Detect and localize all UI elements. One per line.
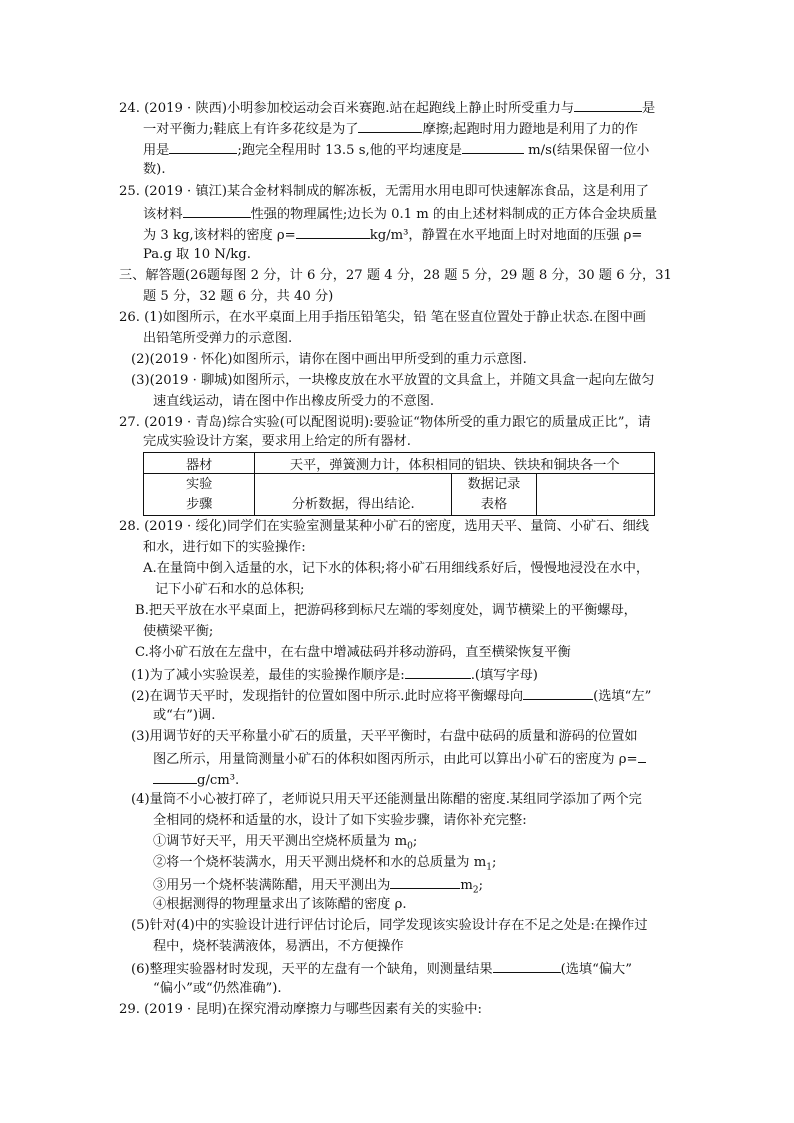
q24-line-1: 24. (2019 · 陕西)小明参加校运动会百米赛跑.站在起跑线上静止时所受重力与 是 (119, 97, 655, 119)
q28-option-a-2: 记下小矿石和水的总体积; (155, 582, 305, 597)
q28-blank-step-3[interactable] (390, 874, 460, 889)
q28-line-1: 28. (2019 · 绥化)同学们在实验室测量某种小矿石的密度，选用天平、量筒、小矿石、细线 (119, 519, 649, 534)
q26-line-4: (3)(2019 · 聊城)如图所示，一块橡皮放在水平放置的文具盒上，并随文具盒一起向左做匀 (131, 373, 655, 388)
table-steps-value[interactable]: 分析数据，得出结论. (255, 474, 452, 516)
q28-part-3-line-3: g/cm³. (153, 769, 239, 791)
q24-line-3: 用是 ;跑完全程用时 13.5 s,他的平均速度是 m/s(结果保留一位小 (143, 139, 649, 161)
q28-option-b-1: B.把天平放在水平桌面上，把游码移到标尺左端的零刻度处，调节横梁上的平衡螺母， (135, 603, 637, 618)
q28-blank-density[interactable] (153, 769, 197, 784)
q28-part-3-line-1: (3)用调节好的天平称量小矿石的质量，天平平衡时，右盘中砝码的质量和游码的位置如 (131, 729, 638, 744)
q28-step-2: ②将一个烧杯装满水，用天平测出烧杯和水的总质量为 $m_1$; (153, 855, 497, 873)
table-equip-value: 天平，弹簧测力计，体积相同的铝块、铁块和铜块各一个 (255, 453, 655, 474)
q26-line-1: 26. (1)如图所示，在水平桌面上用手指压铅笔尖，铅 笔在竖直位置处于静止状态.在图中画 (119, 310, 646, 325)
q25-line-3: 为 3 kg,该材料的密度 ρ= kg/m³，静置在水平地面上时对地面的压强 ρ= (143, 224, 642, 246)
q26-line-2: 出铅笔所受弹力的示意图. (143, 331, 293, 346)
q28-option-b-2: 使横梁平衡; (143, 624, 214, 639)
q28-option-a-1: A.在量筒中倒入适量的水，记下水的体积;将小矿石用细线系好后，慢慢地浸没在水中， (143, 561, 650, 576)
section-3-header-1: 三、解答题(26题每图 2 分，计 6 分，27 题 4 分，28 题 5 分，29 题 8 分，30 题 6 分，31 (119, 268, 672, 283)
q28-line-2: 和水，进行如下的实验操作: (143, 540, 306, 555)
section-3-header-2: 题 5 分，32 题 6 分，共 40 分) (143, 289, 334, 304)
experiment-table (143, 452, 655, 516)
q25-line-2: 该材料 性强的物理属性;边长为 0.1 m 的由上述材料制成的正方体合金块质量 (143, 203, 657, 225)
q24-line-4: 数). (143, 162, 166, 177)
q28-step-3: ③用另一个烧杯装满陈醋，用天平测出为 $m_2$; (153, 874, 483, 896)
q24-line-2: 一对平衡力;鞋底上有许多花纹是为了 摩擦;起跑时用力蹬地是利用了力的作 (143, 118, 638, 140)
q28-part-5-line-1: (5)针对(4)中的实验设计进行评估讨论后，同学发现该实验设计存在不足之处是:在操作过 (131, 918, 648, 933)
q25-line-1: 25. (2019 · 镇江)某合金材料制成的解冻板，无需用水用电即可快速解冻食品，这是利用了 (119, 184, 649, 199)
q28-step-1: ①调节好天平，用天平测出空烧杯质量为 $m_0$; (153, 834, 418, 852)
table-steps-label: 实验 步骤 (144, 474, 255, 516)
q24-blank-4[interactable] (462, 139, 524, 154)
q24-blank-2[interactable] (358, 118, 422, 133)
q29-line-1: 29. (2019 · 昆明)在探究滑动摩擦力与哪些因素有关的实验中: (119, 1002, 482, 1017)
q28-part-4-line-2: 全相同的烧杯和适量的水，设计了如下实验步骤，请你补充完整: (153, 813, 527, 828)
table-record-value[interactable] (536, 474, 654, 516)
q25-line-4: Pa.g 取 10 N/kg. (143, 247, 251, 262)
table-equip-label: 器材 (144, 453, 255, 474)
q28-step-4: ④根据测得的物理量求出了该陈醋的密度 ρ. (153, 897, 407, 912)
q25-blank-1[interactable] (183, 203, 251, 218)
q26-line-5: 速直线运动，请在图中作出橡皮所受力的不意图. (153, 394, 435, 409)
q28-part-2-line-2: 或“右”)调. (153, 708, 216, 723)
q24-blank-1[interactable] (574, 97, 642, 112)
q28-part-1: (1)为了减小实验误差，最佳的实验操作顺序是: .(填写字母) (131, 664, 538, 686)
q28-part-5-line-2: 程中，烧杯装满液体，易洒出，不方便操作 (153, 939, 404, 954)
q28-part-6-line-2: “偏小”或“仍然准确”). (153, 981, 282, 996)
q28-blank-direction[interactable] (523, 685, 593, 700)
q26-line-3: (2)(2019 · 怀化)如图所示，请你在图中画出甲所受到的重力示意图. (131, 352, 527, 367)
q28-option-c: C.将小矿石放在左盘中，在右盘中增减砝码并移动游码，直至横梁恢复平衡 (135, 645, 571, 660)
q27-line-2: 完成实验设计方案，要求用上给定的所有器材. (143, 434, 411, 449)
q27-line-1: 27. (2019 · 青岛)综合实验(可以配图说明):要验证“物体所受的重力跟它的质量成正比”，请 (119, 415, 651, 430)
q28-part-2-line-1: (2)在调节天平时，发现指针的位置如图中所示.此时应将平衡螺母向 (选填“左” (131, 685, 651, 707)
table-record-label: 数据记录 表格 (452, 474, 537, 516)
q25-blank-2[interactable] (296, 224, 370, 239)
q28-blank-density-start (638, 748, 646, 763)
q28-part-4-line-1: (4)量筒不小心被打碎了，老师说只用天平还能测量出陈醋的密度.某组同学添加了两个完 (131, 792, 642, 807)
q28-part-6-line-1: (6)整理实验器材时发现，天平的左盘有一个缺角，则测量结果 (选填“偏大” (131, 958, 632, 980)
q28-part-3-line-2: 图乙所示，用量筒测量小矿石的体积如图丙所示，由此可以算出小矿石的密度为 ρ= (153, 748, 646, 770)
q28-blank-order[interactable] (405, 664, 471, 679)
q24-blank-3[interactable] (169, 139, 237, 154)
q28-blank-result[interactable] (493, 958, 561, 973)
